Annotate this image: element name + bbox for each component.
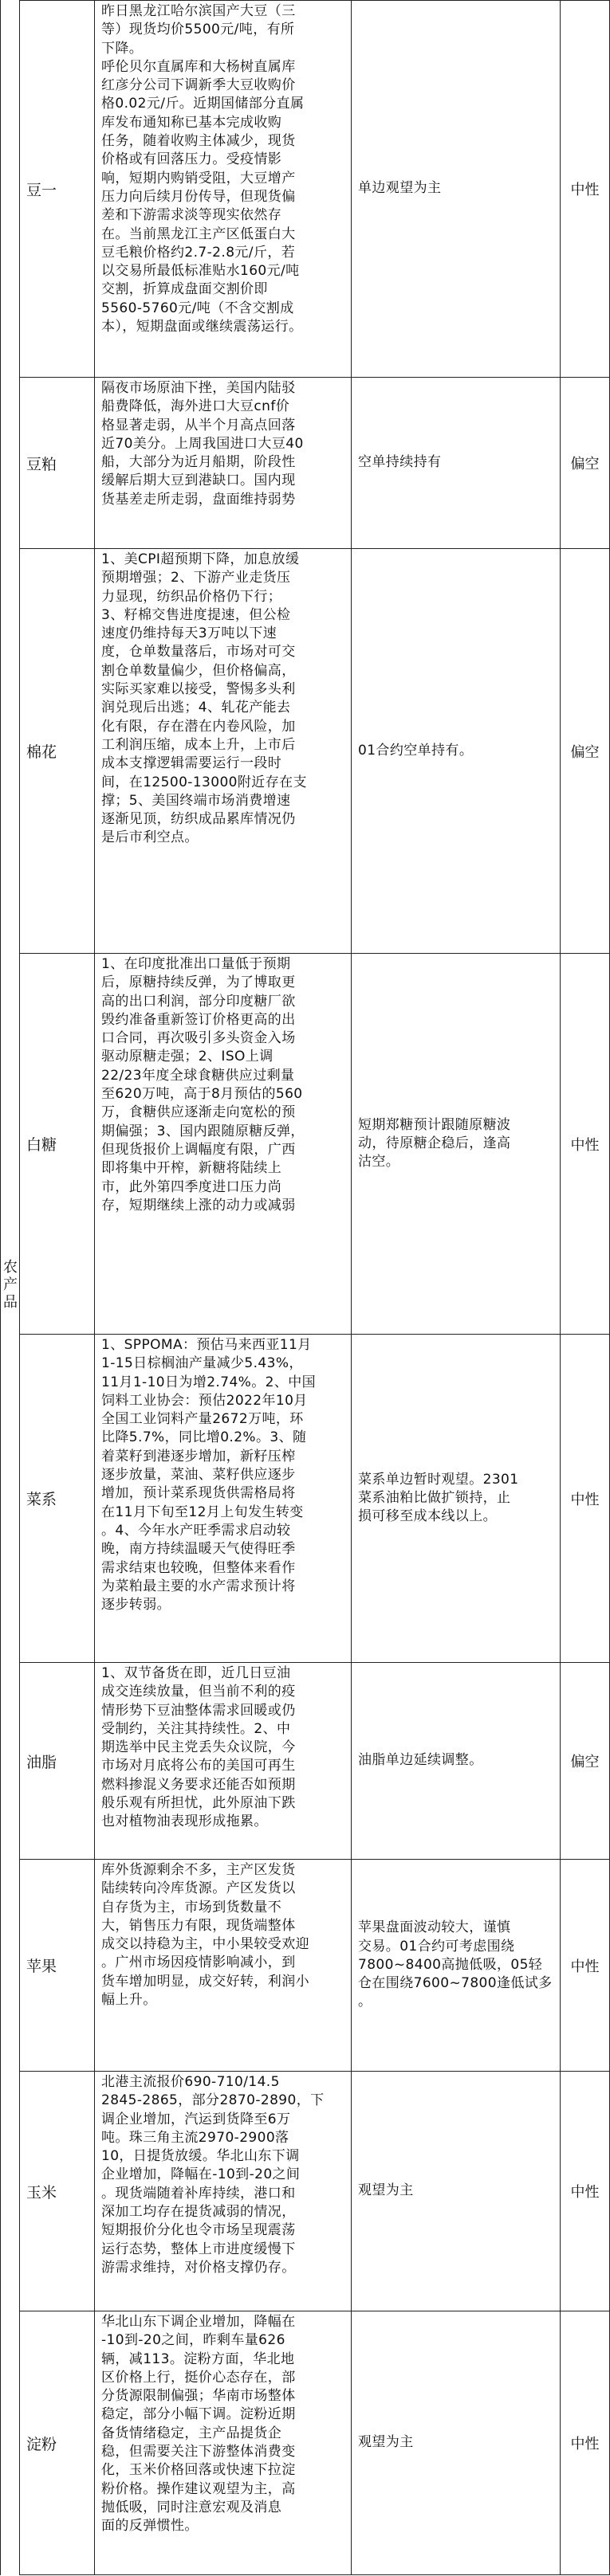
view-cell: 中性 bbox=[560, 2311, 610, 2574]
analysis-cell: 1、美CPI超预期下降，加息放缓 预期增强；2、下游产业走货压 力显现，纺织品价格仍下行； 3、籽棉交售进度提速，但公检 速度仍维持每天3万吨以下速 度，仓单数量落后，市场对可交 割仓单数量偏少，但价格偏高， 实际买家难以接受，警惕多头利 润兑现后出逃；4、轧花产能去 化有限，存在潜在内卷风险，加 工利润压缩，成本上升，上市后 成本支撑逻辑需要运行一段时 间，在12500-13000附近存在支 撑；5、美国终端市场消费增速 逐渐见顶，纺织成品累库情况仍 是后市利空点。 bbox=[94, 548, 351, 953]
table-row bbox=[0, 953, 610, 1334]
strategy-cell: 苹果盘面波动较大，谨慎 交易。01合约可考虑围绕 7800~8400高抛低吸，05轻 仓在围绕7600~7800逢低试多 。 bbox=[351, 1859, 560, 2071]
analysis-cell: 昨日黑龙江哈尔滨国产大豆（三 等）现货均价5500元/吨，有所 下降。 呼伦贝尔直属库和大杨树直属库 红彦分公司下调新季大豆收购价 格0.02元/斤。近期国储部分直属 库发布通知称已基本完成收购 任务，随着收购主体减少，现货 价格或有回落压力。受疫情影 响，短期内购销受阻，大豆增产 压力向后续月份传导，但现货偏 差和下游需求淡等现实依然存 在。当前黑龙江主产区低蛋白大 豆毛粮价格约2.7-2.8元/斤，若 以交易所最低标准贴水160元/吨 交割，折算成盘面交割价即 5560-5760元/吨（不含交割成 本），短期盘面或继续震荡运行。 bbox=[94, 0, 351, 377]
view-cell: 中性 bbox=[560, 1334, 610, 1662]
table-row bbox=[0, 1334, 610, 1662]
strategy-cell: 短期郑糖预计跟随原糖波 动，待原糖企稳后，逢高 沽空。 bbox=[351, 953, 560, 1334]
variety-cell: 棉花 bbox=[19, 548, 94, 953]
variety-cell: 豆粕 bbox=[19, 377, 94, 548]
view-cell: 偏空 bbox=[560, 377, 610, 548]
analysis-cell: 1、SPPOMA：预估马来西亚11月 1-15日棕榈油产量减少5.43%， 11月1-10日为增2.74%。2、中国 饲料工业协会：预估2022年10月 全国工业饲料产量2672万吨，环 比降5.7%，同比增0.2%。3、随 着菜籽到港逐步增加，新籽压榨 逐步放量，菜油、菜籽供应逐步 增加，预计菜系现货供需格局将 在11月下旬至12月上旬发生转变 。4、今年水产旺季需求启动较 晚，南方持续温暖天气使得旺季 需求结束也较晚，但整体来看作 为菜粕最主要的水产需求预计将 逐步转弱。 bbox=[94, 1334, 351, 1662]
variety-cell: 白糖 bbox=[19, 953, 94, 1334]
analysis-cell: 1、在印度批准出口量低于预期 后，原糖持续反弹，为了博取更 高的出口利润，部分印度糖厂欲 毁约准备重新签订价格更高的出 口合同，再次吸引多头资金入场 驱动原糖走强；2、ISO上调 22/23年度全球食糖供应过剩量 至620万吨，高于8月预估的560 万，食糖供应逐渐走向宽松的预 期偏强；3、国内跟随原糖反弹， 但现货报价上调幅度有限，广西 即将集中开榨，新糖将陆续上 市，此外第四季度进口压力尚 存，短期继续上涨的动力或减弱 bbox=[94, 953, 351, 1334]
variety-cell: 油脂 bbox=[19, 1662, 94, 1859]
view-cell: 偏空 bbox=[560, 1662, 610, 1859]
variety-cell: 豆一 bbox=[19, 0, 94, 377]
variety-cell: 玉米 bbox=[19, 2071, 94, 2311]
sector-label: 农 产 品 bbox=[3, 1259, 18, 1311]
strategy-cell: 菜系单边暂时观望。2301 菜系油粕比做扩锁持，止 损可移至成本线以上。 bbox=[351, 1334, 560, 1662]
analysis-cell: 库外货源剩余不多，主产区发货 陆续转向冷库货源。产区发货以 自存货为主，市场到货数量不 大，销售压力有限，现货端整体 成交以持稳为主，中小果较受欢迎 。广州市场因疫情影响减小，到 货车增加明显，成交好转，利润小 幅上升。 bbox=[94, 1859, 351, 2071]
table-row bbox=[0, 0, 610, 377]
table-row bbox=[0, 1859, 610, 2071]
view-cell: 中性 bbox=[560, 0, 610, 377]
analysis-cell: 华北山东下调企业增加，降幅在 -10到-20之间，昨剩车量626 辆，减113。淀粉方面，华北地 区价格上行，挺价心态存在，部 分货源限制偏强；华南市场整体 稳定，部分小幅下调。淀粉近期 备货情绪稳定，主产品提货企 稳，但需要关注下游整体消费变 化，玉米价格回落或快速下拉淀 粉价格。操作建议观望为主，高 抛低吸，同时注意宏观及消息 面的反弹惯性。 bbox=[94, 2311, 351, 2574]
view-cell: 中性 bbox=[560, 953, 610, 1334]
table-row bbox=[0, 2071, 610, 2311]
table-row bbox=[0, 548, 610, 953]
strategy-cell: 油脂单边延续调整。 bbox=[351, 1662, 560, 1859]
table-bottom-border bbox=[19, 2574, 610, 2575]
analysis-cell: 1、双节备货在即，近几日豆油 成交连续放量，但当前不利的疫 情形势下豆油整体需求回暖或仍 受制约，关注其持续性。2、中 期选举中民主党丢失众议院，今 市场对月底将公布的美国可再生 燃料掺混义务要求还能否如预期 般乐观有所担忧，此外原油下跌 也对植物油表现形成拖累。 bbox=[94, 1662, 351, 1859]
view-cell: 中性 bbox=[560, 2071, 610, 2311]
strategy-cell: 单边观望为主 bbox=[351, 0, 560, 377]
variety-cell: 淀粉 bbox=[19, 2311, 94, 2574]
variety-cell: 苹果 bbox=[19, 1859, 94, 2071]
table-row bbox=[0, 377, 610, 548]
table-row bbox=[0, 1662, 610, 1859]
analysis-cell: 北港主流报价690-710/14.5 2845-2865，部分2870-2890，下 调企业增加，汽运到货降至6万 吨。珠三角主流2970-2900落 10，日提货放缓。华北山东下调 企业增加，降幅在-10到-20之间 。现货端随着补库持续，港口和 深加工均存在提货减弱的情况， 短期报价分化也令市场呈现震荡 运行态势，整体上市进度缓慢下 游需求维持，对价格支撑仍存。 bbox=[94, 2071, 351, 2311]
view-cell: 偏空 bbox=[560, 548, 610, 953]
table-row bbox=[0, 2311, 610, 2574]
strategy-cell: 01合约空单持有。 bbox=[351, 548, 560, 953]
strategy-cell: 空单持续持有 bbox=[351, 377, 560, 548]
strategy-cell: 观望为主 bbox=[351, 2311, 560, 2574]
strategy-cell: 观望为主 bbox=[351, 2071, 560, 2311]
analysis-cell: 隔夜市场原油下挫，美国内陆驳 船费降低，海外进口大豆cnf价 格显著走弱，从半个月高点回落 近70美分。上周我国进口大豆40 船，大部分为近月船期，阶段性 缓解后期大豆到港缺口。国内现 货基差走所走弱，盘面维持弱势 bbox=[94, 377, 351, 548]
view-cell: 中性 bbox=[560, 1859, 610, 2071]
variety-cell: 菜系 bbox=[19, 1334, 94, 1662]
